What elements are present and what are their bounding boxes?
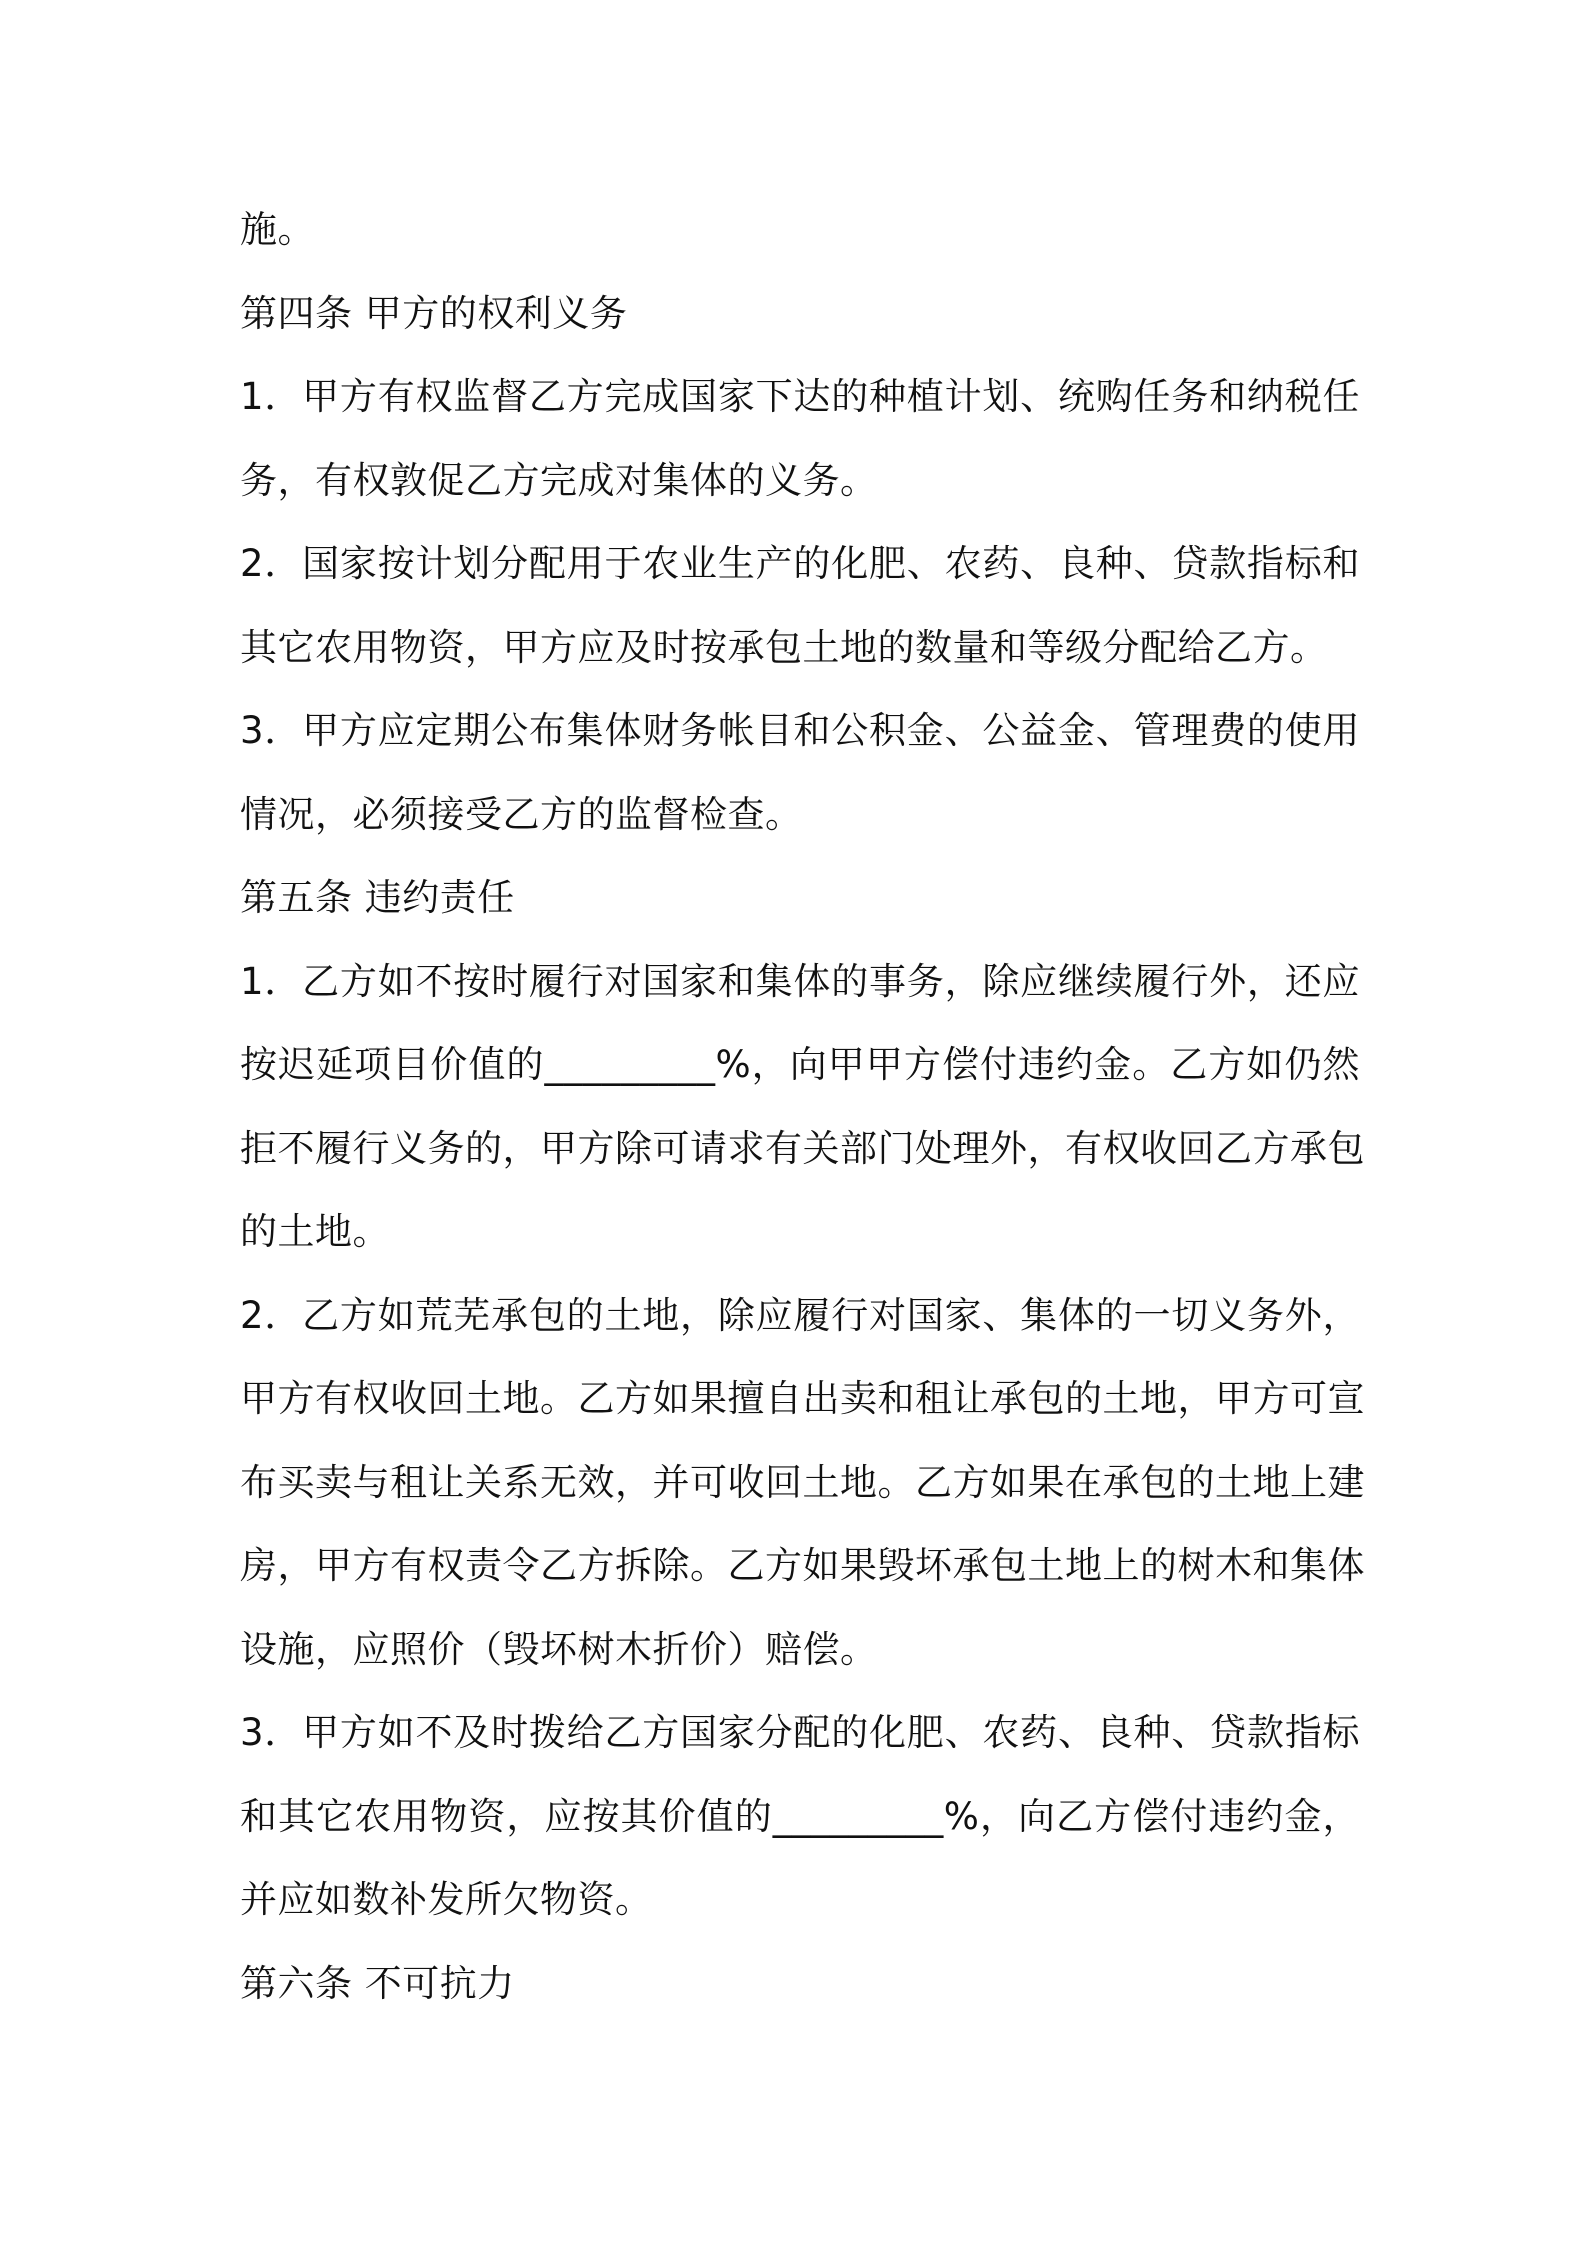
text-line: 按迟延项目价值的_________%，向甲甲方偿付违约金。乙方如仍然 — [240, 1043, 1360, 1086]
text-line: 3．甲方应定期公布集体财务帐目和公积金、公益金、管理费的使用 — [240, 709, 1360, 752]
text-line: 务，有权敦促乙方完成对集体的义务。 — [240, 458, 878, 502]
text-line: 2．国家按计划分配用于农业生产的化肥、农药、良种、贷款指标和 — [240, 542, 1360, 585]
section-heading-article-6: 第六条 不可抗力 — [240, 1961, 515, 2005]
text-line: 和其它农用物资，应按其价值的_________%，向乙方偿付违约金， — [240, 1794, 1360, 1838]
text-line: 情况，必须接受乙方的监督检查。 — [240, 792, 803, 836]
text-line: 1．甲方有权监督乙方完成国家下达的种植计划、统购任务和纳税任 — [240, 375, 1360, 418]
text-line: 的土地。 — [240, 1210, 390, 1253]
text-line: 甲方有权收回土地。乙方如果擅自出卖和租让承包的土地，甲方可宣 — [240, 1377, 1365, 1420]
text-line: 2．乙方如荒芜承包的土地，除应履行对国家、集体的一切义务外， — [240, 1293, 1360, 1337]
section-heading-article-5: 第五条 违约责任 — [240, 876, 515, 919]
text-line: 1．乙方如不按时履行对国家和集体的事务，除应继续履行外，还应 — [240, 959, 1360, 1003]
document-body — [240, 188, 1365, 2025]
text-line: 布买卖与租让关系无效，并可收回土地。乙方如果在承包的土地上建 — [240, 1460, 1365, 1504]
text-line: 并应如数补发所欠物资。 — [240, 1878, 653, 1921]
text-line: 施。 — [240, 208, 315, 251]
text-line: 3．甲方如不及时拨给乙方国家分配的化肥、农药、良种、贷款指标 — [240, 1711, 1360, 1754]
text-line: 设施，应照价（毁坏树木折价）赔偿。 — [240, 1627, 878, 1671]
section-heading-article-4: 第四条 甲方的权利义务 — [240, 291, 628, 335]
text-line: 其它农用物资，甲方应及时按承包土地的数量和等级分配给乙方。 — [240, 625, 1328, 669]
text-line: 拒不履行义务的，甲方除可请求有关部门处理外，有权收回乙方承包 — [240, 1126, 1365, 1170]
text-line: 房，甲方有权责令乙方拆除。乙方如果毁坏承包土地上的树木和集体 — [240, 1544, 1365, 1587]
